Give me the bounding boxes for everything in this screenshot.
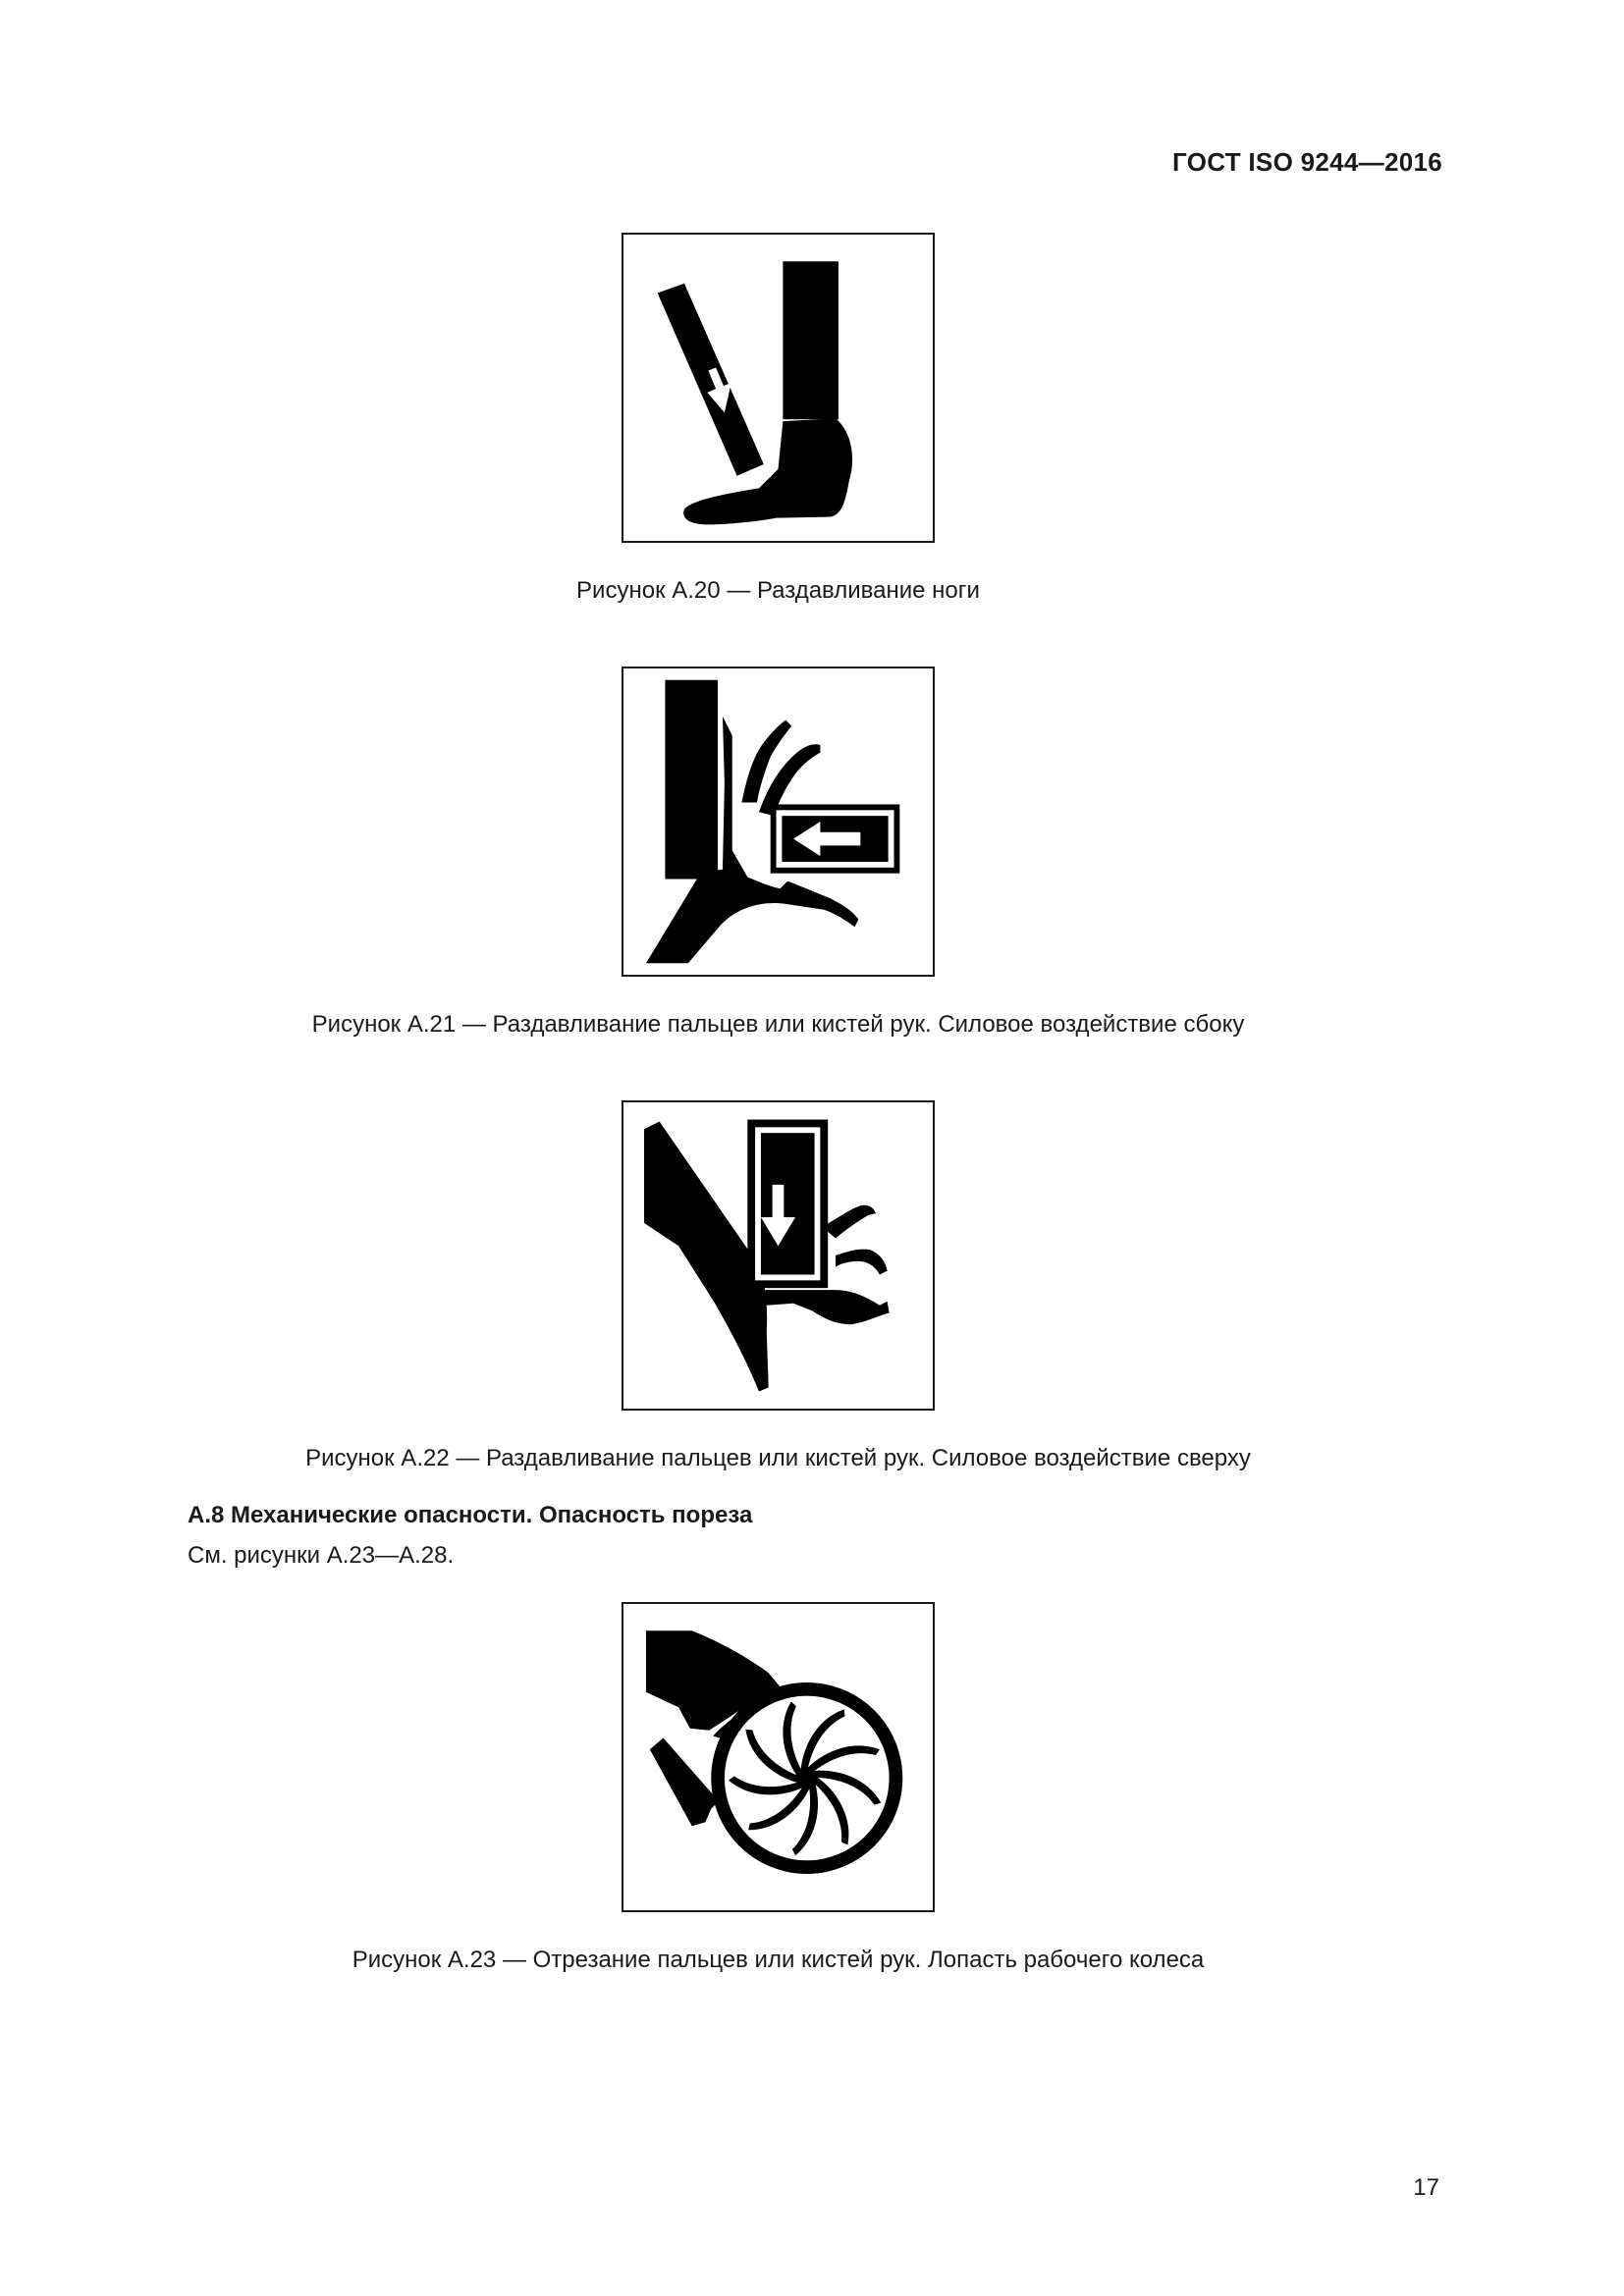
hand-crushing-top-icon [623,1102,933,1409]
figure-a23-frame [622,1602,935,1912]
document-header: ГОСТ ISO 9244—2016 [1172,147,1442,177]
foot-crushing-icon [623,235,933,541]
impeller-cutting-icon [623,1604,933,1910]
figure-a21-frame [622,667,935,977]
page-number: 17 [1413,2174,1439,2201]
hand-crushing-side-icon [623,668,933,975]
figure-a23-caption: Рисунок А.23 — Отрезание пальцев или кистей рук. Лопасть рабочего колеса [352,1947,1205,1973]
figure-a20-caption: Рисунок А.20 — Раздавливание ноги [576,577,980,604]
figure-a21-caption: Рисунок А.21 — Раздавливание пальцев или кистей рук. Силовое воздействие сбоку [311,1011,1245,1038]
figure-a20-frame [622,233,935,543]
figure-a22-caption: Рисунок А.22 — Раздавливание пальцев или кистей рук. Силовое воздействие сверху [305,1445,1251,1471]
section-text: См. рисунки А.23—А.28. [188,1542,455,1569]
figure-a22-frame [622,1100,935,1411]
section-heading: А.8 Механические опасности. Опасность пореза [188,1502,753,1528]
